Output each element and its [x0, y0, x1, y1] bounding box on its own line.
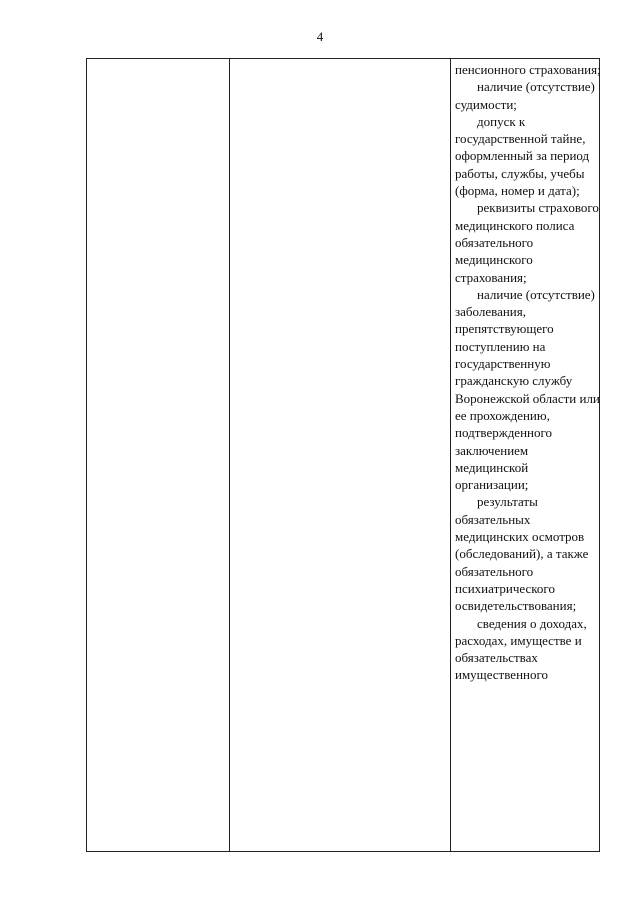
- column-divider-1: [229, 59, 230, 851]
- paragraph-pension-insurance: пенсионного страхования;: [455, 62, 601, 77]
- column-divider-2: [450, 59, 451, 851]
- third-column-cell: [455, 61, 601, 684]
- paragraph-income-info: сведения о доходах, расходах, имуществе и обязательствах имущественного: [455, 615, 587, 683]
- paragraph-medical-policy: реквизиты страхового медицинского полиса обязательного медицинского страхования;: [455, 200, 599, 285]
- paragraph-disease-presence: наличие (отсутствие) заболевания, препятствующего поступлению на государственную гражданскую службу Воронежской области или ее прохождению, подтвержденного заключением медицинской организации;: [455, 286, 600, 493]
- paragraph-state-secret-access: допуск к государственной тайне, оформленный за период работы, службы, учебы (форма, номер и дата);: [455, 113, 590, 199]
- page-number: 4: [316, 29, 324, 44]
- document-table: [86, 58, 600, 852]
- paragraph-medical-exams: результаты обязательных медицинских осмотров (обследований), а также обязательного психиатрического освидетельствования;: [455, 494, 589, 614]
- paragraph-criminal-record: наличие (отсутствие) судимости;: [455, 79, 595, 112]
